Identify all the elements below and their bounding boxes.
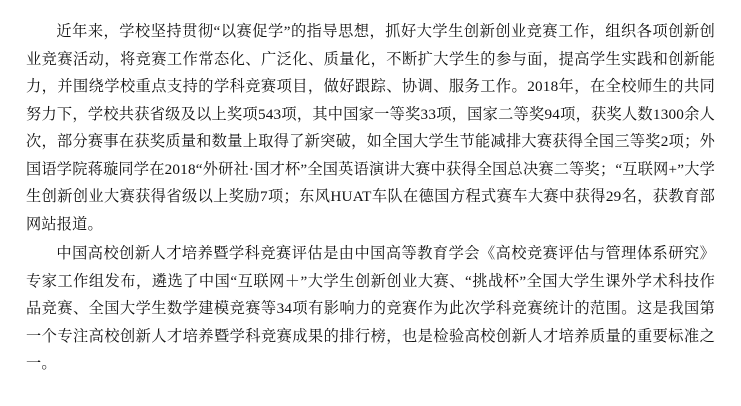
paragraph-1: 近年来，学校坚持贯彻“以赛促学”的指导思想，抓好大学生创新创业竞赛工作，组织各项创新创业竞赛活动，将竞赛工作常态化、广泛化、质量化，不断扩大学生的参与面，提高学生实践和创新能力，并围绕学校重点支持的学科竞赛项目，做好跟踪、协调、服务工作。2018年，在全校师生的共同努力下，学校共获省级及以上奖项543项，其中国家一等奖33项，国家二等奖94项，获奖人数1300余人次，部分赛事在获奖质量和数量上取得了新突破，如全国大学生节能减排大赛获得全国三等奖2项；外国语学院蒋璇同学在2018“外研社·国才杯”全国英语演讲大赛中获得全国总决赛二等奖；“互联网+”大学生创新创业大赛获得省级以上奖励7项；东风HUAT车队在德国方程式赛车大赛中获得29名，获教育部网站报道。 bbox=[26, 23, 715, 233]
paragraph-2: 中国高校创新人才培养暨学科竞赛评估是由中国高等教育学会《高校竞赛评估与管理体系研究》专家工作组发布，遴选了中国“互联网＋”大学生创新创业大赛、“挑战杯”全国大学生课外学术科技作品竞赛、全国大学生数学建模竞赛等34项有影响力的竞赛作为此次学科竞赛统计的范围。这是我国第一个专注高校创新人才培养暨学科竞赛成果的排行榜，也是检验高校创新人才培养质量的重要标准之一。 bbox=[26, 245, 715, 372]
